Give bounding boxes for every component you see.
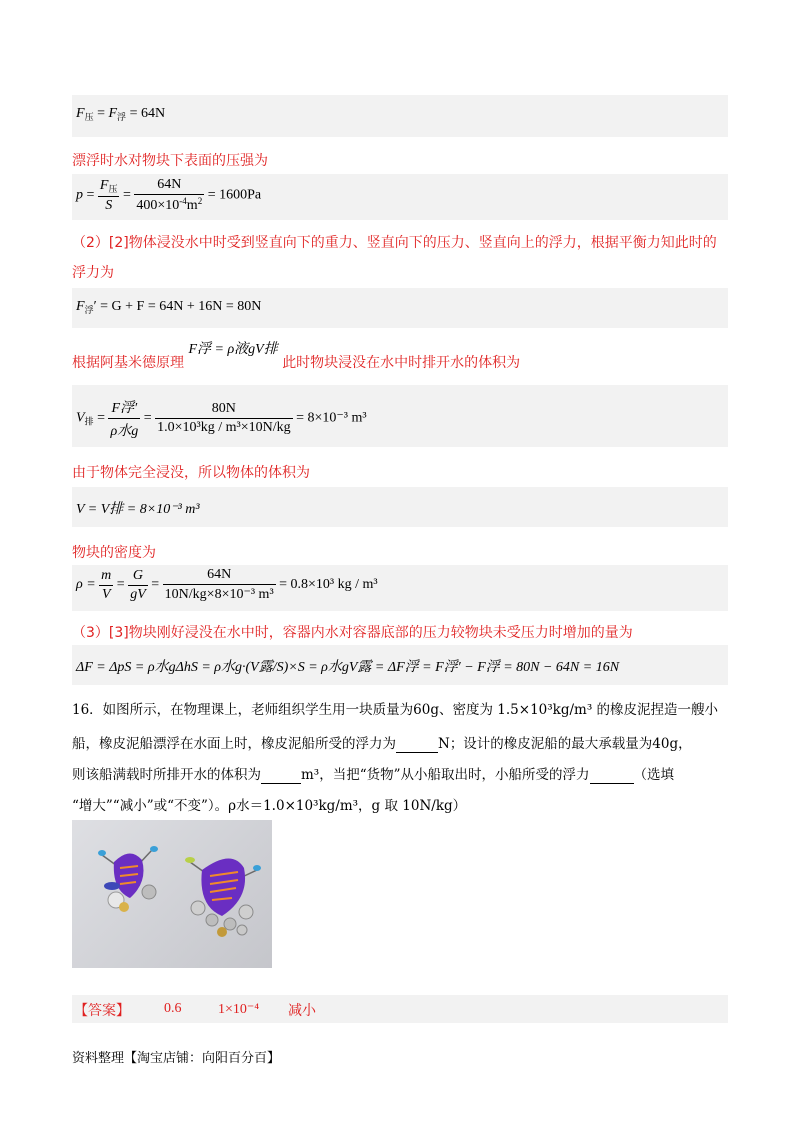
equation-density: ρ = $\frac{m}{V}$ = $\frac{G}{gV}$ = $\frac{64N}{\text{10N/kg×8×10⁻³ m³}}$ = 0.8×10³ kg / m³ bbox=[76, 567, 378, 602]
question-16-line-4: “增大”“减小”或“不变”）。ρ水＝1.0×10³kg/m³，g 取 10N/kg） bbox=[72, 798, 467, 814]
explanation-text: 物块的密度为 bbox=[72, 545, 156, 561]
explanation-text: （3）[3]物块刚好浸没在水中时，容器内水对容器底部的压力较物块未受压力时增加的量为 bbox=[72, 625, 633, 641]
clay-boat-illustration bbox=[72, 820, 272, 968]
explanation-text: 漂浮时水对物块下表面的压强为 bbox=[72, 153, 268, 169]
answer-3: 减小 bbox=[288, 1003, 316, 1019]
explanation-text: 由于物体完全浸没，所以物体的体积为 bbox=[72, 465, 310, 481]
equation-displaced-volume: $V_排$ = $\frac{\text{F浮′}}{\text{ρ水g}}$ = $\frac{80N}{\text{1.0×10³kg / m³×10N/kg}}$ = 8×10⁻³ m³ bbox=[76, 397, 367, 440]
left-clay-boat bbox=[98, 846, 158, 912]
question-16-line-2: 船，橡皮泥船漂浮在水面上时，橡皮泥船所受的浮力为 N；设计的橡皮泥船的最大承载量为40g， bbox=[72, 736, 692, 752]
explanation-text: 浮力为 bbox=[72, 265, 114, 281]
clay-boat-photo bbox=[72, 820, 272, 968]
answer-blank-2[interactable] bbox=[261, 767, 301, 784]
right-clay-boat bbox=[185, 857, 261, 937]
explanation-text: （2）[2]物体浸没水中时受到竖直向下的重力、竖直向下的压力、竖直向上的浮力，根据平衡力知此时的 bbox=[72, 235, 717, 251]
formula-box bbox=[72, 95, 728, 137]
equation-volume: V = V排 = 8×10⁻³ m³ bbox=[76, 502, 200, 517]
explanation-text: 根据阿基米德原理 F浮 = ρ液gV排 此时物块浸没在水中时排开水的体积为 bbox=[72, 342, 521, 371]
equation-pressure: p = $\frac{F_压}{S}$ = $\frac{64N}{400\times 10^{-4}m^2}$ = 1600Pa bbox=[76, 177, 262, 213]
footer-text: 资料整理【淘宝店铺：向阳百分百】 bbox=[72, 1051, 281, 1066]
answer-bar bbox=[72, 995, 728, 1023]
answer-2: 1×10⁻⁴ bbox=[218, 1002, 260, 1017]
answer-blank-3[interactable] bbox=[590, 767, 634, 784]
answer-label: 【答案】 bbox=[74, 1003, 130, 1019]
equation-pressure-increase: ΔF = ΔpS = ρ水gΔhS = ρ水g·(V露/S)×S = ρ水gV露 = ΔF浮 = F浮′ − F浮 = 80N − 64N = 16N bbox=[76, 660, 620, 675]
equation-floating-force: $F_压 = F_浮 = 64N$ bbox=[76, 106, 166, 122]
question-16-line-3: 则该船满载时所排开水的体积为 m³，当把“货物”从小船取出时，小船所受的浮力 （选填 bbox=[72, 767, 675, 783]
archimedes-formula: F浮 = ρ液gV排 bbox=[188, 342, 278, 357]
answer-1: 0.6 bbox=[164, 1001, 182, 1016]
equation-buoyancy-balance: $F_浮' = G + F = 64N + 16N = 80N$ bbox=[76, 299, 262, 315]
answer-blank-1[interactable] bbox=[396, 736, 438, 753]
question-16-line-1: 16．如图所示，在物理课上，老师组织学生用一块质量为60g、密度为 1.5×10³kg/m³ 的橡皮泥捏造一艘小 bbox=[72, 702, 719, 718]
